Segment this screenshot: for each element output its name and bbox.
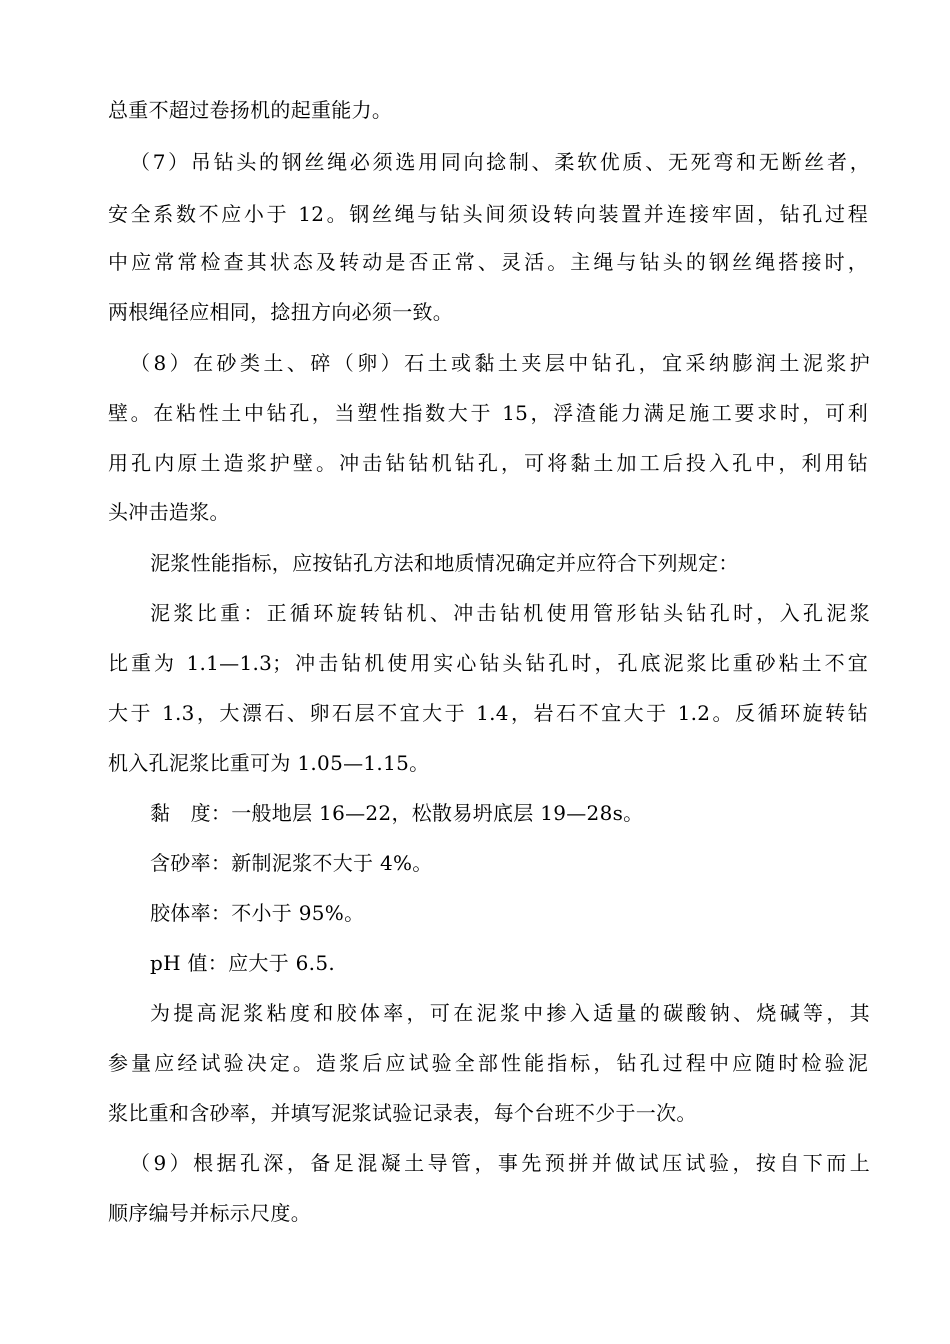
text-line: （8）在砂类土、碎（卵）石土或黏土夹层中钻孔，宜采纳膨润土泥浆护 <box>130 351 870 375</box>
text-line: 为提高泥浆粘度和胶体率，可在泥浆中掺入适量的碳酸钠、烧碱等，其 <box>150 1001 870 1025</box>
text-line: 黏 度：一般地层 16—22，松散易坍底层 19—28s。 <box>150 801 644 825</box>
text-line: 参量应经试验决定。造浆后应试验全部性能指标，钻孔过程中应随时检验泥 <box>108 1051 868 1075</box>
text-line: （9）根据孔深，备足混凝土导管，事先预拼并做试压试验，按自下而上 <box>130 1151 870 1175</box>
text-line: 比重为 1.1—1.3；冲击钻机使用实心钻头钻孔时，孔底泥浆比重砂粘土不宜 <box>108 651 868 675</box>
text-line: 机入孔泥浆比重可为 1.05—1.15。 <box>108 751 430 775</box>
text-line: 胶体率：不小于 95%。 <box>150 901 365 925</box>
text-line: 安全系数不应小于 12。钢丝绳与钻头间须设转向装置并连接牢固，钻孔过程 <box>108 202 868 226</box>
text-line: pH 值：应大于 6.5. <box>150 951 336 975</box>
text-line: 顺序编号并标示尺度。 <box>108 1201 311 1225</box>
text-line: 泥浆比重：正循环旋转钻机、冲击钻机使用管形钻头钻孔时，入孔泥浆 <box>150 601 870 625</box>
text-line: 泥浆性能指标，应按钻孔方法和地质情况确定并应符合下列规定： <box>150 551 739 575</box>
text-line: 用孔内原土造浆护壁。冲击钻钻机钻孔，可将黏土加工后投入孔中，利用钻 <box>108 451 868 475</box>
text-line: 两根绳径应相同，捻扭方向必须一致。 <box>108 300 454 324</box>
text-line: 头冲击造浆。 <box>108 500 230 524</box>
text-line: 总重不超过卷扬机的起重能力。 <box>108 98 393 122</box>
text-line: 含砂率：新制泥浆不大于 4%。 <box>150 851 433 875</box>
text-line: 浆比重和含砂率，并填写泥浆试验记录表，每个台班不少于一次。 <box>108 1101 697 1125</box>
text-line: 壁。在粘性土中钻孔，当塑性指数大于 15，浮渣能力满足施工要求时，可利 <box>108 401 868 425</box>
text-line: （7）吊钻头的钢丝绳必须选用同向捻制、柔软优质、无死弯和无断丝者， <box>130 150 870 174</box>
text-line: 大于 1.3，大漂石、卵石层不宜大于 1.4，岩石不宜大于 1.2。反循环旋转钻 <box>108 701 868 725</box>
text-line: 中应常常检查其状态及转动是否正常、灵活。主绳与钻头的钢丝绳搭接时， <box>108 250 868 274</box>
